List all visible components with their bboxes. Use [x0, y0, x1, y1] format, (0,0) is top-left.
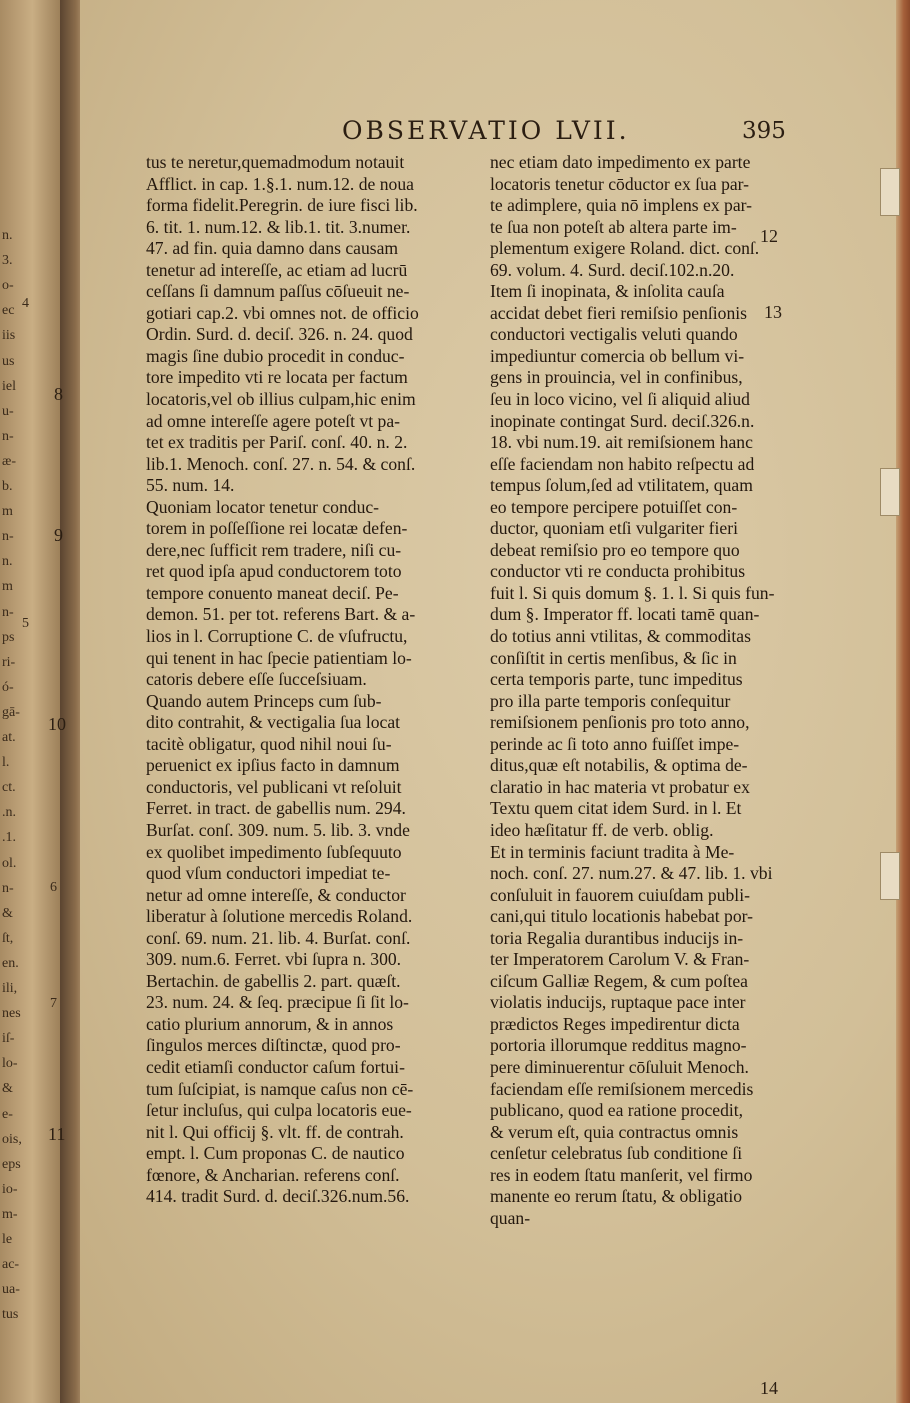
text-line: nec etiam dato impedimento ex parte [490, 152, 751, 172]
text-line: tempore conuento maneat deciſ. Pe- [146, 582, 399, 603]
page-tab [880, 852, 900, 900]
page-tab [880, 168, 900, 216]
text-line: accidat debet fieri remiſsio penſionis [490, 302, 747, 323]
previous-page-text-fragment: l. [2, 755, 10, 771]
left-text-column [146, 152, 452, 1208]
previous-page-text-fragment: ſt, [2, 930, 14, 946]
margin-number-8: 8 [54, 384, 63, 404]
text-line: conſuluit in fauorem cuiuſdam publi- [490, 884, 750, 905]
text-line: ductor, quoniam etſi vulgariter fieri [490, 518, 738, 539]
text-line: forma fidelit.Peregrin. de iure fisci lib. [146, 195, 418, 216]
text-line: lib.1. Menoch. conſ. 27. n. 54. & conſ. [146, 453, 416, 474]
text-line: 414. tradit Surd. d. deciſ.326.num.56. [146, 1186, 410, 1207]
text-line: ditus,quæ eſt notabilis, & optima de- [490, 755, 748, 776]
text-line: Item ſi inopinata, & inſolita cauſa [490, 281, 725, 302]
text-line: catoris debere eſſe ſucceſsiuam. [146, 669, 367, 690]
previous-page-text-fragment: b. [2, 479, 13, 494]
margin-number-9: 9 [54, 525, 63, 545]
text-line: te ſua non poteſt ab altera parte im- [490, 216, 737, 237]
text-line: quod vſum conductori impediat te- [146, 863, 391, 884]
text-line: dum §. Imperator ff. locati tamē quan- [490, 604, 760, 625]
previous-page-text-fragment: en. [2, 955, 19, 971]
text-line: ex quolibet impedimento ſubſequuto [146, 841, 402, 862]
text-line: locatoris,vel ob illius culpam,hic enim [146, 389, 416, 410]
text-line: ter Imperatorem Carolum V. & Fran- [490, 949, 750, 970]
text-line: Ordin. Surd. d. deciſ. 326. n. 24. quod [146, 324, 413, 345]
text-line: Bertachin. de gabellis 2. part. quæſt. [146, 970, 401, 991]
text-line: Burſat. conſ. 309. num. 5. lib. 3. vnde [146, 819, 410, 840]
text-line: catio plurium annorum, & in annos [146, 1013, 394, 1034]
text-line: dere,nec ſufficit rem tradere, niſi cu- [146, 539, 402, 560]
text-line: empt. l. Cum proponas C. de nautico [146, 1143, 405, 1164]
text-line: Quoniam locator tenetur conduc- [146, 496, 380, 517]
text-line: noch. conſ. 27. num.27. & 47. lib. 1. vbi [490, 863, 773, 884]
text-line: manente eo rerum ſtatu, & obligatio [490, 1186, 743, 1207]
text-line: ſingulos merces diſtinctæ, quod pro- [146, 1035, 401, 1056]
text-line: 55. num. 14. [146, 475, 235, 496]
text-line: quan- [490, 1207, 531, 1228]
previous-page-text-fragment: n. [2, 228, 13, 243]
previous-page-text-fragment: at. [2, 730, 16, 745]
previous-page-text-fragment: & [2, 905, 13, 921]
text-line: Ferret. in tract. de gabellis num. 294. [146, 798, 406, 819]
text-line: impediuntur comercia ob bellum vi- [490, 345, 745, 366]
previous-page-text-fragment: iel [2, 378, 16, 394]
text-line: magis ſine dubio procedit in conduc- [146, 345, 405, 366]
text-line: liberatur à ſolutione mercedis Roland. [146, 906, 413, 927]
text-line: pere diminuerentur cōſuluit Menoch. [490, 1056, 749, 1077]
text-line: lios in l. Corruptione C. de vſufructu, [146, 626, 408, 647]
margin-number-14: 14 [760, 1378, 778, 1398]
text-line: 47. ad fin. quia damno dans causam [146, 238, 399, 259]
previous-page-text-fragment: o- [2, 278, 14, 294]
previous-page-text-fragment: le [2, 1232, 13, 1247]
text-line: toria Regalia durantibus inducijs in- [490, 927, 744, 948]
previous-page-text-fragment: & [2, 1081, 13, 1097]
previous-page-text-fragment: us [2, 353, 15, 369]
previous-page-text-fragment: ri- [2, 654, 16, 670]
previous-page-text-fragment: m [2, 504, 13, 520]
previous-page-text-fragment: io- [2, 1181, 18, 1197]
text-line: Afflict. in cap. 1.§.1. num.12. de noua [146, 173, 414, 194]
text-line: conductoris, vel publicani vt reſoluit [146, 776, 402, 797]
text-line: fuit l. Si quis domum §. 1. l. Si quis fun- [490, 582, 775, 603]
previous-page-text-fragment: gā- [2, 704, 20, 720]
text-line: res in eodem ſtatu manſerit, vel firmo [490, 1164, 753, 1185]
previous-page-text-fragment: n. [2, 554, 13, 570]
previous-page-text-fragment: ac- [2, 1257, 20, 1273]
text-line: gens in prouincia, vel in confinibus, [490, 367, 743, 388]
text-line: ſetur incluſus, qui culpa locatoris eue- [146, 1100, 412, 1121]
text-line: cedit etiamſi conductor caſum fortui- [146, 1056, 405, 1077]
text-line: & verum eſt, quia contractus omnis [490, 1121, 739, 1142]
previous-page-text-fragment: n- [2, 880, 14, 896]
text-line: ideo hæſitatur ff. de verb. oblig. [490, 819, 714, 840]
text-line: netur ad omne intereſſe, & conductor [146, 884, 406, 905]
text-line: conſ. 69. num. 21. lib. 4. Burſat. conſ. [146, 927, 411, 948]
previous-page-text-fragment: ó- [2, 679, 14, 695]
text-line: demon. 51. per tot. referens Bart. & a- [146, 604, 416, 625]
text-line: ſeu in loco vicino, vel ſi aliquid aliud [490, 389, 750, 410]
text-line: nit l. Qui officij §. vlt. ff. de contrah. [146, 1121, 404, 1142]
previous-page-margin-number: 6 [50, 880, 57, 895]
previous-page-text-fragment: ol. [2, 855, 17, 871]
previous-page-text-fragment: iſ- [2, 1031, 15, 1047]
text-line: perinde ac ſi toto anno fuiſſet impe- [490, 733, 740, 754]
text-line: eo tempore percipere potuiſſet con- [490, 496, 738, 517]
text-line: tum ſuſcipiat, is namque caſus non cē- [146, 1078, 414, 1099]
text-line: tus te neretur,quemadmodum notauit [146, 152, 405, 172]
text-line: remiſsionem penſionis pro toto anno, [490, 712, 750, 733]
margin-number-12: 12 [760, 226, 778, 246]
margin-number-11: 11 [48, 1124, 66, 1144]
previous-page-text-fragment: m [2, 579, 13, 595]
running-title: OBSERVATIO LVII. [342, 116, 630, 145]
text-line: ceſſans ſi damnum paſſus cōſueuit ne- [146, 281, 410, 302]
text-line: te adimplere, quia nō implens ex par- [490, 195, 752, 216]
text-line: gotiari cap.2. vbi omnes not. de officio [146, 302, 419, 323]
previous-page-text-fragment: .n. [2, 805, 16, 821]
text-line: 18. vbi num.19. ait remiſsionem hanc [490, 432, 753, 453]
text-line: ret quod ipſa apud conductorem toto [146, 561, 402, 582]
right-text-column [490, 152, 796, 1229]
text-line: publicano, quod ea ratione procedit, [490, 1100, 744, 1121]
text-line: tenetur ad intereſſe, ac etiam ad lucrū [146, 259, 408, 280]
text-line: tacitè obligatur, quod nihil noui ſu- [146, 733, 392, 754]
text-line: violatis inducijs, ruptaque pace inter [490, 992, 746, 1013]
text-line: conductor vti re conducta prohibitus [490, 561, 746, 582]
previous-page-text-fragment: ili, [2, 981, 18, 996]
text-line: 23. num. 24. & ſeq. præcipue ſi ſit lo- [146, 992, 409, 1013]
text-line: do totius anni vtilitas, & commoditas [490, 626, 751, 647]
previous-page-margin-number: 5 [22, 616, 29, 631]
text-line: portoria illorumque redditus magno- [490, 1035, 747, 1056]
text-line: cenſetur celebratus ſub conditione ſi [490, 1143, 743, 1164]
text-line: tore impedito vti re locata per factum [146, 367, 408, 388]
text-line: conductori vectigalis veluti quando [490, 324, 738, 345]
previous-page-text-fragment: eps [2, 1156, 21, 1172]
text-line: eſſe faciendam non habito reſpectu ad [490, 453, 755, 474]
text-line: claratio in hac materia vt probatur ex [490, 776, 750, 797]
text-line: fœnore, & Ancharian. referens conſ. [146, 1164, 400, 1185]
text-line: plementum exigere Roland. dict. conſ. [490, 238, 760, 259]
previous-page-text-fragment: nes [2, 1006, 21, 1022]
previous-page-text-fragment: e- [2, 1106, 13, 1122]
previous-page-text-fragment: n- [2, 604, 14, 620]
previous-page-text-fragment: tus [2, 1307, 19, 1323]
text-line: pro illa parte temporis conſequitur [490, 690, 731, 711]
text-line: 309. num.6. Ferret. vbi ſupra n. 300. [146, 949, 402, 970]
text-line: inopinate contingat Surd. deciſ.326.n. [490, 410, 755, 431]
previous-page-text-fragment: u- [2, 403, 14, 419]
text-line: peruenict ex ipſius facto in damnum [146, 755, 400, 776]
previous-page-margin-number: 4 [22, 296, 29, 311]
text-line: torem in poſſeſſione rei locatæ defen- [146, 518, 408, 539]
previous-page-text-fragment: .1. [2, 830, 16, 846]
margin-number-13: 13 [764, 302, 782, 322]
text-line: certa temporis parte, tunc impeditus [490, 669, 743, 690]
text-line: prædictos Reges impedirentur dicta [490, 1013, 740, 1034]
text-line: Quando autem Princeps cum ſub- [146, 690, 382, 711]
previous-page-text-fragment: lo- [2, 1056, 18, 1072]
previous-page-text-fragment: 3. [2, 253, 13, 269]
text-line: qui tenent in hac ſpecie patientiam lo- [146, 647, 412, 668]
text-line: ciſcum Galliæ Regem, & cum poſtea [490, 970, 748, 991]
text-line: conſiſtit in certis menſibus, & ſic in [490, 647, 737, 668]
previous-page-margin-number: 7 [50, 996, 57, 1011]
previous-page-text-fragment: iis [2, 328, 16, 344]
text-line: Textu quem citat idem Surd. in l. Et [490, 798, 742, 819]
page-number: 395 [742, 118, 786, 144]
text-line: tet ex traditis per Pariſ. conſ. 40. n. 2. [146, 432, 408, 453]
previous-page-text-fragment: n- [2, 428, 14, 444]
previous-page-text-fragment: m- [2, 1206, 18, 1222]
previous-page-text-fragment: ec [2, 303, 15, 319]
text-line: locatoris tenetur cōductor ex ſua par- [490, 173, 750, 194]
previous-page-text-fragment: n- [2, 529, 14, 545]
text-line: ad omne intereſſe agere poteſt vt pa- [146, 410, 401, 431]
text-line: dito contrahit, & vectigalia ſua locat [146, 712, 401, 733]
text-line: 69. volum. 4. Surd. deciſ.102.n.20. [490, 259, 735, 280]
previous-page-text-fragment: æ- [2, 453, 16, 469]
book-page [48, 0, 910, 1403]
text-line: faciendam eſſe remiſsionem mercedis [490, 1078, 754, 1099]
text-line: cani,qui titulo locationis habebat por- [490, 906, 753, 927]
text-line: debeat remiſsio pro eo tempore quo [490, 539, 740, 560]
previous-page-text-fragment: ua- [2, 1282, 20, 1298]
previous-page-text-fragment: ois, [2, 1131, 22, 1147]
page-tab [880, 468, 900, 516]
text-line: tempus ſolum,ſed ad vtilitatem, quam [490, 475, 753, 496]
previous-page-text-fragment: ps [2, 629, 15, 645]
margin-number-10: 10 [48, 714, 66, 734]
text-line: Et in terminis faciunt tradita à Me- [490, 841, 735, 862]
previous-page-text-fragment: ct. [2, 780, 16, 796]
text-line: 6. tit. 1. num.12. & lib.1. tit. 3.numer. [146, 216, 411, 237]
